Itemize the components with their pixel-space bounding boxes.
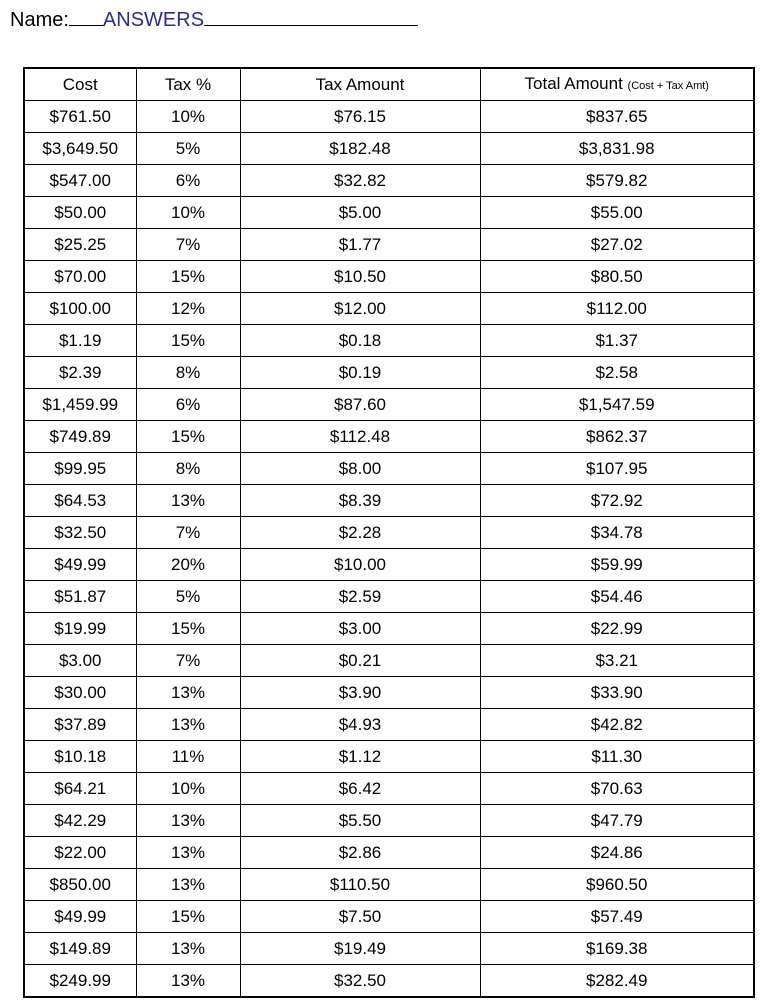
total-amount-label: Total Amount xyxy=(524,73,623,93)
table-row xyxy=(24,709,754,741)
cost-cell: $1.19 xyxy=(24,325,136,357)
table-header-row xyxy=(24,68,754,101)
tax-amount-cell: $12.00 xyxy=(240,293,480,325)
tax-percent-cell: 7% xyxy=(136,229,240,261)
table-row xyxy=(24,229,754,261)
tax-amount-cell: $6.42 xyxy=(240,773,480,805)
tax-percent-cell: 13% xyxy=(136,709,240,741)
tax-amount-cell: $182.48 xyxy=(240,133,480,165)
tax-percent-cell: 10% xyxy=(136,101,240,133)
tax-amount-cell: $5.50 xyxy=(240,805,480,837)
table-row xyxy=(24,133,754,165)
total-amount-cell: $57.49 xyxy=(480,901,754,933)
name-label: Name: xyxy=(10,9,69,31)
cost-cell: $149.89 xyxy=(24,933,136,965)
table-row xyxy=(24,901,754,933)
tax-percent-cell: 13% xyxy=(136,869,240,901)
cost-cell: $30.00 xyxy=(24,677,136,709)
table-row xyxy=(24,933,754,965)
cost-cell: $850.00 xyxy=(24,869,136,901)
cost-cell: $37.89 xyxy=(24,709,136,741)
tax-amount-cell: $10.50 xyxy=(240,261,480,293)
tax-amount-cell: $5.00 xyxy=(240,197,480,229)
tax-table xyxy=(23,67,755,998)
tax-amount-cell: $76.15 xyxy=(240,101,480,133)
table-row xyxy=(24,741,754,773)
tax-amount-cell: $32.82 xyxy=(240,165,480,197)
total-amount-cell: $33.90 xyxy=(480,677,754,709)
cost-cell: $3,649.50 xyxy=(24,133,136,165)
total-amount-cell: $837.65 xyxy=(480,101,754,133)
table-row xyxy=(24,869,754,901)
table-row xyxy=(24,517,754,549)
cost-cell: $64.21 xyxy=(24,773,136,805)
cost-cell: $249.99 xyxy=(24,965,136,998)
cost-cell: $761.50 xyxy=(24,101,136,133)
table-row xyxy=(24,645,754,677)
tax-amount-cell: $2.28 xyxy=(240,517,480,549)
total-amount-cell: $3,831.98 xyxy=(480,133,754,165)
total-amount-cell: $54.46 xyxy=(480,581,754,613)
tax-amount-cell: $19.49 xyxy=(240,933,480,965)
column-header-cost: Cost xyxy=(24,68,136,101)
total-amount-cell: $24.86 xyxy=(480,837,754,869)
name-blank-trail xyxy=(204,6,418,26)
tax-amount-cell: $112.48 xyxy=(240,421,480,453)
tax-percent-cell: 13% xyxy=(136,677,240,709)
cost-cell: $749.89 xyxy=(24,421,136,453)
table-row xyxy=(24,485,754,517)
table-row xyxy=(24,261,754,293)
total-amount-cell: $55.00 xyxy=(480,197,754,229)
tax-amount-cell: $7.50 xyxy=(240,901,480,933)
tax-percent-cell: 10% xyxy=(136,773,240,805)
tax-amount-cell: $3.90 xyxy=(240,677,480,709)
tax-amount-cell: $8.39 xyxy=(240,485,480,517)
tax-percent-cell: 15% xyxy=(136,421,240,453)
cost-cell: $2.39 xyxy=(24,357,136,389)
table-body xyxy=(24,101,754,998)
cost-cell: $1,459.99 xyxy=(24,389,136,421)
total-amount-cell: $107.95 xyxy=(480,453,754,485)
tax-percent-cell: 13% xyxy=(136,805,240,837)
total-amount-cell: $960.50 xyxy=(480,869,754,901)
tax-percent-cell: 5% xyxy=(136,581,240,613)
cost-cell: $64.53 xyxy=(24,485,136,517)
tax-percent-cell: 15% xyxy=(136,325,240,357)
table-row xyxy=(24,421,754,453)
tax-amount-cell: $3.00 xyxy=(240,613,480,645)
total-amount-cell: $169.38 xyxy=(480,933,754,965)
table-row xyxy=(24,613,754,645)
tax-amount-cell: $2.59 xyxy=(240,581,480,613)
total-amount-cell: $2.58 xyxy=(480,357,754,389)
tax-amount-cell: $32.50 xyxy=(240,965,480,998)
name-blank-lead xyxy=(69,6,103,26)
tax-percent-cell: 12% xyxy=(136,293,240,325)
cost-cell: $3.00 xyxy=(24,645,136,677)
cost-cell: $50.00 xyxy=(24,197,136,229)
total-amount-cell: $22.99 xyxy=(480,613,754,645)
table-row xyxy=(24,325,754,357)
cost-cell: $547.00 xyxy=(24,165,136,197)
tax-percent-cell: 15% xyxy=(136,901,240,933)
name-value: ANSWERS xyxy=(102,9,205,31)
column-header-tax-percent: Tax % xyxy=(136,68,240,101)
total-amount-cell: $47.79 xyxy=(480,805,754,837)
tax-amount-cell: $0.18 xyxy=(240,325,480,357)
cost-cell: $100.00 xyxy=(24,293,136,325)
total-amount-cell: $1.37 xyxy=(480,325,754,357)
table-row xyxy=(24,549,754,581)
tax-percent-cell: 8% xyxy=(136,357,240,389)
cost-cell: $51.87 xyxy=(24,581,136,613)
tax-percent-cell: 10% xyxy=(136,197,240,229)
tax-percent-cell: 13% xyxy=(136,837,240,869)
tax-percent-cell: 8% xyxy=(136,453,240,485)
cost-cell: $32.50 xyxy=(24,517,136,549)
cost-cell: $10.18 xyxy=(24,741,136,773)
tax-amount-cell: $10.00 xyxy=(240,549,480,581)
tax-amount-cell: $87.60 xyxy=(240,389,480,421)
tax-percent-cell: 15% xyxy=(136,261,240,293)
cost-cell: $70.00 xyxy=(24,261,136,293)
total-amount-cell: $42.82 xyxy=(480,709,754,741)
tax-percent-cell: 13% xyxy=(136,965,240,998)
tax-percent-cell: 7% xyxy=(136,645,240,677)
tax-amount-cell: $4.93 xyxy=(240,709,480,741)
tax-amount-cell: $0.21 xyxy=(240,645,480,677)
tax-percent-cell: 13% xyxy=(136,485,240,517)
total-amount-cell: $27.02 xyxy=(480,229,754,261)
tax-amount-cell: $1.77 xyxy=(240,229,480,261)
total-amount-cell: $59.99 xyxy=(480,549,754,581)
total-amount-cell: $80.50 xyxy=(480,261,754,293)
cost-cell: $22.00 xyxy=(24,837,136,869)
table-row xyxy=(24,389,754,421)
total-amount-cell: $579.82 xyxy=(480,165,754,197)
tax-amount-cell: $110.50 xyxy=(240,869,480,901)
table-row xyxy=(24,101,754,133)
column-header-total-amount xyxy=(480,68,754,101)
tax-percent-cell: 7% xyxy=(136,517,240,549)
name-line xyxy=(10,6,418,33)
tax-amount-cell: $8.00 xyxy=(240,453,480,485)
total-amount-note: (Cost + Tax Amt) xyxy=(627,79,709,92)
total-amount-cell: $72.92 xyxy=(480,485,754,517)
table-row xyxy=(24,581,754,613)
table-row xyxy=(24,165,754,197)
tax-percent-cell: 11% xyxy=(136,741,240,773)
cost-cell: $49.99 xyxy=(24,901,136,933)
tax-percent-cell: 20% xyxy=(136,549,240,581)
total-amount-cell: $282.49 xyxy=(480,965,754,998)
tax-percent-cell: 15% xyxy=(136,613,240,645)
cost-cell: $19.99 xyxy=(24,613,136,645)
tax-percent-cell: 6% xyxy=(136,389,240,421)
tax-percent-cell: 13% xyxy=(136,933,240,965)
table-row xyxy=(24,357,754,389)
total-amount-cell: $112.00 xyxy=(480,293,754,325)
cost-cell: $25.25 xyxy=(24,229,136,261)
column-header-tax-amount: Tax Amount xyxy=(240,68,480,101)
tax-percent-cell: 6% xyxy=(136,165,240,197)
cost-cell: $99.95 xyxy=(24,453,136,485)
table-row xyxy=(24,965,754,998)
total-amount-cell: $70.63 xyxy=(480,773,754,805)
table-row xyxy=(24,293,754,325)
table-row xyxy=(24,677,754,709)
total-amount-cell: $862.37 xyxy=(480,421,754,453)
table-row xyxy=(24,805,754,837)
table-row xyxy=(24,197,754,229)
table-row xyxy=(24,837,754,869)
total-amount-cell: $34.78 xyxy=(480,517,754,549)
tax-amount-cell: $1.12 xyxy=(240,741,480,773)
table-row xyxy=(24,453,754,485)
tax-amount-cell: $0.19 xyxy=(240,357,480,389)
cost-cell: $49.99 xyxy=(24,549,136,581)
table-row xyxy=(24,773,754,805)
total-amount-cell: $11.30 xyxy=(480,741,754,773)
cost-cell: $42.29 xyxy=(24,805,136,837)
tax-amount-cell: $2.86 xyxy=(240,837,480,869)
total-amount-cell: $3.21 xyxy=(480,645,754,677)
total-amount-cell: $1,547.59 xyxy=(480,389,754,421)
tax-percent-cell: 5% xyxy=(136,133,240,165)
